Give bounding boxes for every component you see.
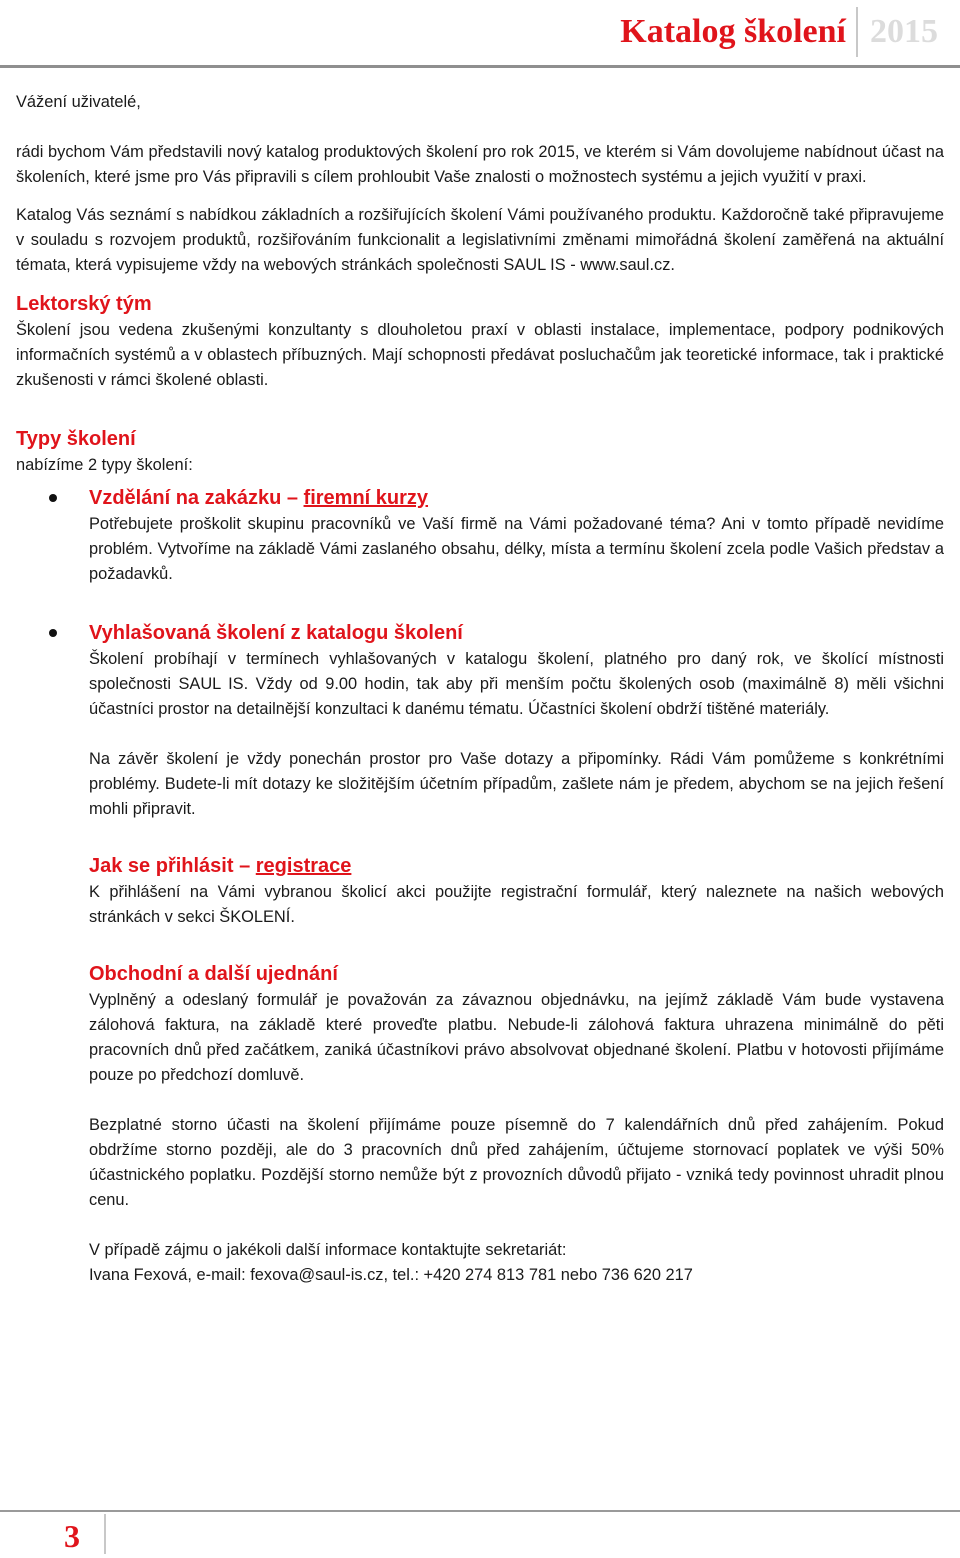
training-type-1-heading	[89, 484, 944, 512]
training-type-1-heading-part1: Vzdělání na zakázku –	[89, 487, 304, 509]
training-type-1	[89, 484, 944, 587]
footer-rule	[0, 1510, 960, 1512]
lektorsky-heading: Lektorský tým	[16, 293, 152, 315]
training-type-1-link[interactable]: firemní kurzy	[303, 487, 429, 509]
registration-heading	[89, 852, 944, 880]
terms-heading: Obchodní a další ujednání	[89, 963, 338, 985]
training-type-2-heading-text: Vyhlašovaná školení z katalogu školení	[89, 622, 463, 644]
training-type-2-heading	[89, 619, 944, 647]
page-number: 3	[64, 1518, 80, 1554]
contact-intro: V případě zájmu o jakékoli další informace kontaktujte sekretariát:	[89, 1241, 567, 1259]
page-header	[620, 0, 938, 64]
catalog-year: 2015	[870, 13, 938, 50]
header-rule	[0, 65, 960, 68]
terms-paragraph-2: Bezplatné storno účasti na školení přijímáme pouze písemně do 7 kalendářních dnů před zahájením. Pokud obdržíme storno později, ale do 3 pracovních dnů před zahájením, účtujeme stornovací poplatek ve výši 50% účastnického poplatku. Pozdější storno nemůže být z provozních důvodů přijato - vzniká tedy povinnost uhradit plnou cenu.	[89, 1116, 944, 1209]
catalog-title: Katalog školení	[620, 13, 846, 50]
training-type-2-text: Školení probíhají v termínech vyhlašovaných v katalogu školení, platného pro daný rok, ve školící místnosti společnosti SAUL IS. Vždy od 9.00 hodin, tak aby při menším počtu školených osob (maximálně 8) měli všichni účastníci prostor na detailnější konzultaci k danému tématu. Účastníci školení obdrží tištěné materiály.	[89, 650, 944, 718]
typy-intro: nabízíme 2 typy školení:	[16, 456, 193, 474]
bullet-icon	[49, 629, 57, 637]
lektorsky-text: Školení jsou vedena zkušenými konzultanty s dlouholetou praxí v oblasti instalace, implementace, podpory podnikových informačních systémů a v oblastech příbuzných. Mají schopnosti předávat posluchačům jak teoretické informace, tak i praktické zkušenosti v rámci školené oblasti.	[16, 321, 944, 389]
terms-paragraph-1: Vyplněný a odeslaný formulář je považován za závaznou objednávku, na jejímž základě Vám bude vystavena zálohová faktura, na základě které proveďte platbu. Nebude-li zálohová faktura uhrazena minimálně do pěti pracovních dnů před začátkem, zaniká účastníkovi právo absolvovat objednané školení. Platbu v hotovosti přijímáme pouze po předchozí domluvě.	[89, 991, 944, 1084]
registration-heading-part1: Jak se přihlásit –	[89, 855, 256, 877]
greeting: Vážení uživatelé,	[16, 93, 141, 111]
page-content	[16, 90, 944, 1288]
registration-text: K přihlášení na Vámi vybranou školicí akci použijte registrační formulář, který naleznete na našich webových stránkách v sekci ŠKOLENÍ.	[89, 883, 944, 926]
typy-heading: Typy školení	[16, 428, 136, 450]
contact-details: Ivana Fexová, e-mail: fexova@saul-is.cz, tel.: +420 274 813 781 nebo 736 620 217	[89, 1266, 693, 1284]
intro-paragraph-2: Katalog Vás seznámí s nabídkou základních a rozšiřujících školení Vámi používaného produktu. Každoročně také připravujeme v souladu s rozvojem produktů, rozšiřováním funkcionalit a legislativními změnami mimořádná školení zaměřená na aktuální témata, která vypisujeme vždy na webových stránkách společnosti SAUL IS - www.saul.cz.	[16, 206, 944, 274]
training-type-2	[89, 619, 944, 1288]
bullet-icon	[49, 494, 57, 502]
registration-link[interactable]: registrace	[255, 855, 352, 877]
intro-paragraph-1: rádi bychom Vám představili nový katalog produktových školení pro rok 2015, ve kterém si Vám dovolujeme nabídnout účast na školeních, které jsme pro Vás připravili s cílem prohloubit Vaše znalosti o možnostech systému a jejich využití v praxi.	[16, 143, 944, 186]
footer-divider	[104, 1514, 106, 1554]
training-type-2-text-2: Na závěr školení je vždy ponechán prostor pro Vaše dotazy a připomínky. Rádi Vám pomůžeme s konkrétními problémy. Budete-li mít dotazy ke složitějším účetním případům, zašlete nám je předem, abychom se na jejich řešení mohli připravit.	[89, 750, 944, 818]
training-type-1-text: Potřebujete proškolit skupinu pracovníků ve Vaší firmě na Vámi požadované téma? Ani v tomto případě nevidíme problém. Vytvoříme na základě Vámi zaslaného obsahu, délky, místa a termínu školení zcela podle Vašich představ a požadavků.	[89, 515, 944, 583]
